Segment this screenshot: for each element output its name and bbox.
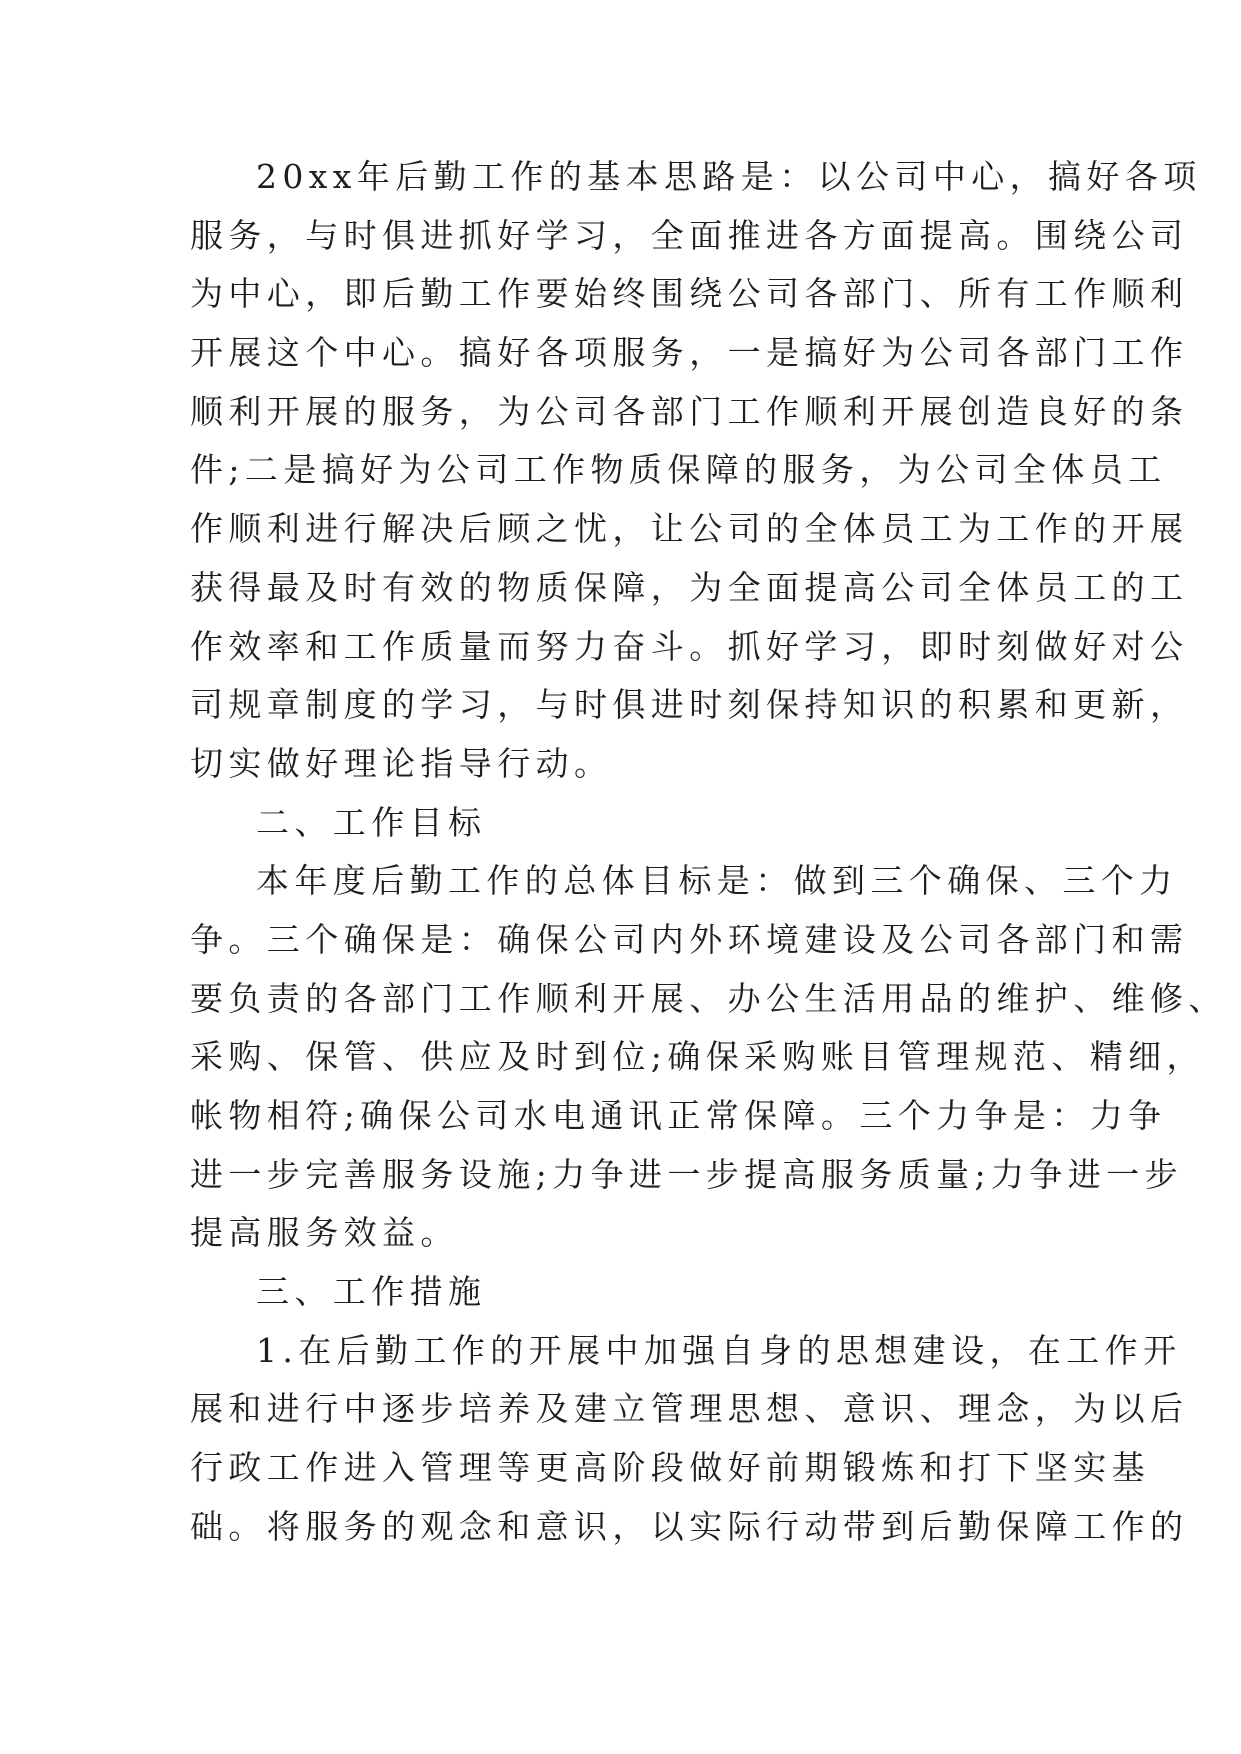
text-line: 顺利开展的服务，为公司各部门工作顺利开展创造良好的条 (190, 391, 1189, 431)
text-line: 为中心，即后勤工作要始终围绕公司各部门、所有工作顺利 (190, 274, 1189, 314)
section-heading: 二、工作目标 (256, 802, 487, 842)
text-line: 采购、保管、供应及时到位;确保采购账目管理规范、精细， (190, 1037, 1205, 1077)
text-line: 1.在后勤工作的开展中加强自身的思想建设，在工作开 (256, 1330, 1182, 1370)
text-line: 20xx年后勤工作的基本思路是：以公司中心，搞好各项 (256, 157, 1202, 196)
text-line: 展和进行中逐步培养及建立管理思想、意识、理念，为以后 (190, 1389, 1189, 1429)
text-line: 进一步完善服务设施;力争进一步提高服务质量;力争进一步 (190, 1154, 1184, 1194)
text-line: 础。将服务的观念和意识，以实际行动带到后勤保障工作的 (190, 1506, 1189, 1546)
text-line: 帐物相符;确保公司水电通讯正常保障。三个力争是：力争 (190, 1096, 1167, 1135)
text-line: 行政工作进入管理等更高阶段做好前期锻炼和打下坚实基 (190, 1448, 1150, 1488)
document-body (190, 148, 1227, 1557)
text-line: 司规章制度的学习，与时俱进时刻保持知识的积累和更新， (190, 685, 1189, 725)
text-line: 提高服务效益。 (190, 1213, 459, 1253)
text-line: 件;二是搞好为公司工作物质保障的服务，为公司全体员工 (190, 450, 1167, 490)
text-line: 切实做好理论指导行动。 (190, 743, 613, 783)
text-line: 作效率和工作质量而努力奋斗。抓好学习，即时刻做好对公 (190, 626, 1189, 666)
text-line: 要负责的各部门工作顺利开展、办公生活用品的维护、维修、 (190, 978, 1227, 1018)
text-line: 服务，与时俱进抓好学习，全面推进各方面提高。围绕公司 (190, 215, 1189, 255)
text-line: 作顺利进行解决后顾之忧，让公司的全体员工为工作的开展 (190, 509, 1189, 549)
section-heading: 三、工作措施 (256, 1272, 487, 1312)
text-line: 获得最及时有效的物质保障，为全面提高公司全体员工的工 (190, 567, 1189, 607)
text-line: 开展这个中心。搞好各项服务，一是搞好为公司各部门工作 (190, 333, 1189, 373)
text-line: 争。三个确保是：确保公司内外环境建设及公司各部门和需 (190, 919, 1189, 959)
text-line: 本年度后勤工作的总体目标是：做到三个确保、三个力 (256, 861, 1178, 901)
